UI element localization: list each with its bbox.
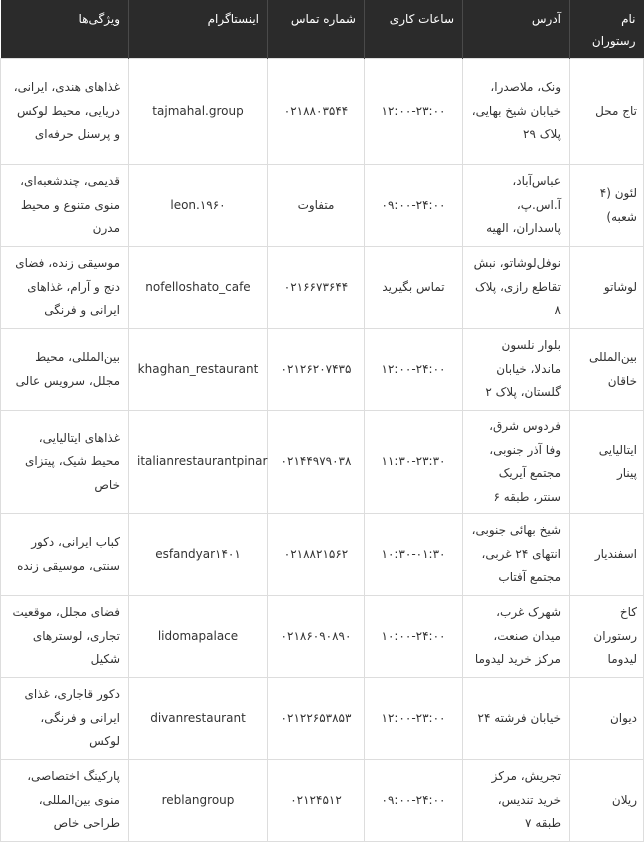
cell-hours: ۱۰:۰۰-۲۴:۰۰: [365, 596, 463, 678]
cell-hours: تماس بگیرید: [365, 247, 463, 329]
table-row: [1, 329, 644, 411]
cell-features: کباب ایرانی، دکور سنتی، موسیقی زنده: [1, 514, 129, 596]
cell-instagram: italianrestaurantpinar: [129, 411, 268, 514]
header-address: آدرس: [463, 0, 570, 59]
table-row: [1, 596, 644, 678]
cell-hours: ۰۹:۰۰-۲۴:۰۰: [365, 760, 463, 842]
cell-instagram: esfandyar۱۴۰۱: [129, 514, 268, 596]
cell-phone: ۰۲۱۲۴۵۱۲: [268, 760, 365, 842]
table-body: [1, 59, 644, 842]
cell-address: فردوس شرق، وفا آذر جنوبی، مجتمع آیریک سنتر، طبقه ۶: [463, 411, 570, 514]
cell-hours: ۱۲:۰۰-۲۴:۰۰: [365, 329, 463, 411]
cell-address: خیابان فرشته ۲۴: [463, 678, 570, 760]
cell-name: دیوان: [570, 678, 644, 760]
cell-features: غذاهای ایتالیایی، محیط شیک، پیتزای خاص: [1, 411, 129, 514]
header-name: نام رستوران: [570, 0, 644, 59]
cell-name: اسفندیار: [570, 514, 644, 596]
cell-features: دکور قاجاری، غذای ایرانی و فرنگی، لوکس: [1, 678, 129, 760]
cell-address: شهرک غرب، میدان صنعت، مرکز خرید لیدوما: [463, 596, 570, 678]
cell-features: موسیقی زنده، فضای دنج و آرام، غذاهای ایرانی و فرنگی: [1, 247, 129, 329]
cell-address: شیخ بهائی جنوبی، انتهای ۲۴ غربی، مجتمع آفتاب: [463, 514, 570, 596]
cell-features: قدیمی، چندشعبه‌ای، منوی متنوع و محیط مدرن: [1, 165, 129, 247]
cell-address: تجریش، مرکز خرید تندیس، طبقه ۷: [463, 760, 570, 842]
header-features: ویژگی‌ها: [1, 0, 129, 59]
cell-instagram: leon.۱۹۶۰: [129, 165, 268, 247]
cell-hours: ۱۲:۰۰-۲۳:۰۰: [365, 59, 463, 165]
cell-instagram: divanrestaurant: [129, 678, 268, 760]
table-row: [1, 411, 644, 514]
cell-phone: متفاوت: [268, 165, 365, 247]
table-row: [1, 247, 644, 329]
cell-phone: ۰۲۱۸۸۰۳۵۴۴: [268, 59, 365, 165]
cell-address: ونک، ملاصدرا، خیابان شیخ بهایی، پلاک ۲۹: [463, 59, 570, 165]
cell-hours: ۱۱:۳۰-۲۳:۳۰: [365, 411, 463, 514]
cell-phone: ۰۲۱۴۴۹۷۹۰۳۸: [268, 411, 365, 514]
cell-name: ریلان: [570, 760, 644, 842]
cell-hours: ۱۰:۳۰-۰۱:۳۰: [365, 514, 463, 596]
table-header: [1, 0, 644, 59]
cell-name: لوشاتو: [570, 247, 644, 329]
table-row: [1, 59, 644, 165]
cell-address: نوفل‌لوشاتو، نبش تقاطع رازی، پلاک ۸: [463, 247, 570, 329]
header-phone: شماره تماس: [268, 0, 365, 59]
header-instagram: اینستاگرام: [129, 0, 268, 59]
cell-features: پارکینگ اختصاصی، منوی بین‌المللی، طراحی خاص: [1, 760, 129, 842]
cell-features: فضای مجلل، موقعیت تجاری، لوسترهای شکیل: [1, 596, 129, 678]
cell-instagram: tajmahal.group: [129, 59, 268, 165]
cell-instagram: nofelloshato_cafe: [129, 247, 268, 329]
cell-phone: ۰۲۱۸۸۲۱۵۶۲: [268, 514, 365, 596]
cell-features: بین‌المللی، محیط مجلل، سرویس عالی: [1, 329, 129, 411]
cell-instagram: khaghan_restaurant: [129, 329, 268, 411]
cell-phone: ۰۲۱۸۶۰۹۰۸۹۰: [268, 596, 365, 678]
header-row: [1, 0, 644, 59]
cell-instagram: lidomapalace: [129, 596, 268, 678]
cell-features: غذاهای هندی، ایرانی، دریایی، محیط لوکس و پرسنل حرفه‌ای: [1, 59, 129, 165]
table-row: [1, 165, 644, 247]
cell-instagram: reblangroup: [129, 760, 268, 842]
table-row: [1, 514, 644, 596]
cell-phone: ۰۲۱۲۶۲۰۷۴۳۵: [268, 329, 365, 411]
cell-name: کاخ رستوران لیدوما: [570, 596, 644, 678]
cell-phone: ۰۲۱۲۲۶۵۳۸۵۳: [268, 678, 365, 760]
table-row: [1, 760, 644, 842]
cell-address: عباس‌آباد، آ.اس.پ، پاسداران، الهیه: [463, 165, 570, 247]
cell-name: بین‌المللی خاقان: [570, 329, 644, 411]
cell-name: تاج محل: [570, 59, 644, 165]
table-row: [1, 678, 644, 760]
header-hours: ساعات کاری: [365, 0, 463, 59]
cell-phone: ۰۲۱۶۶۷۳۶۴۴: [268, 247, 365, 329]
cell-name: ایتالیایی پینار: [570, 411, 644, 514]
cell-hours: ۰۹:۰۰-۲۴:۰۰: [365, 165, 463, 247]
cell-name: لئون (۴ شعبه): [570, 165, 644, 247]
cell-hours: ۱۲:۰۰-۲۳:۰۰: [365, 678, 463, 760]
cell-address: بلوار نلسون ماندلا، خیابان گلستان، پلاک ۲: [463, 329, 570, 411]
